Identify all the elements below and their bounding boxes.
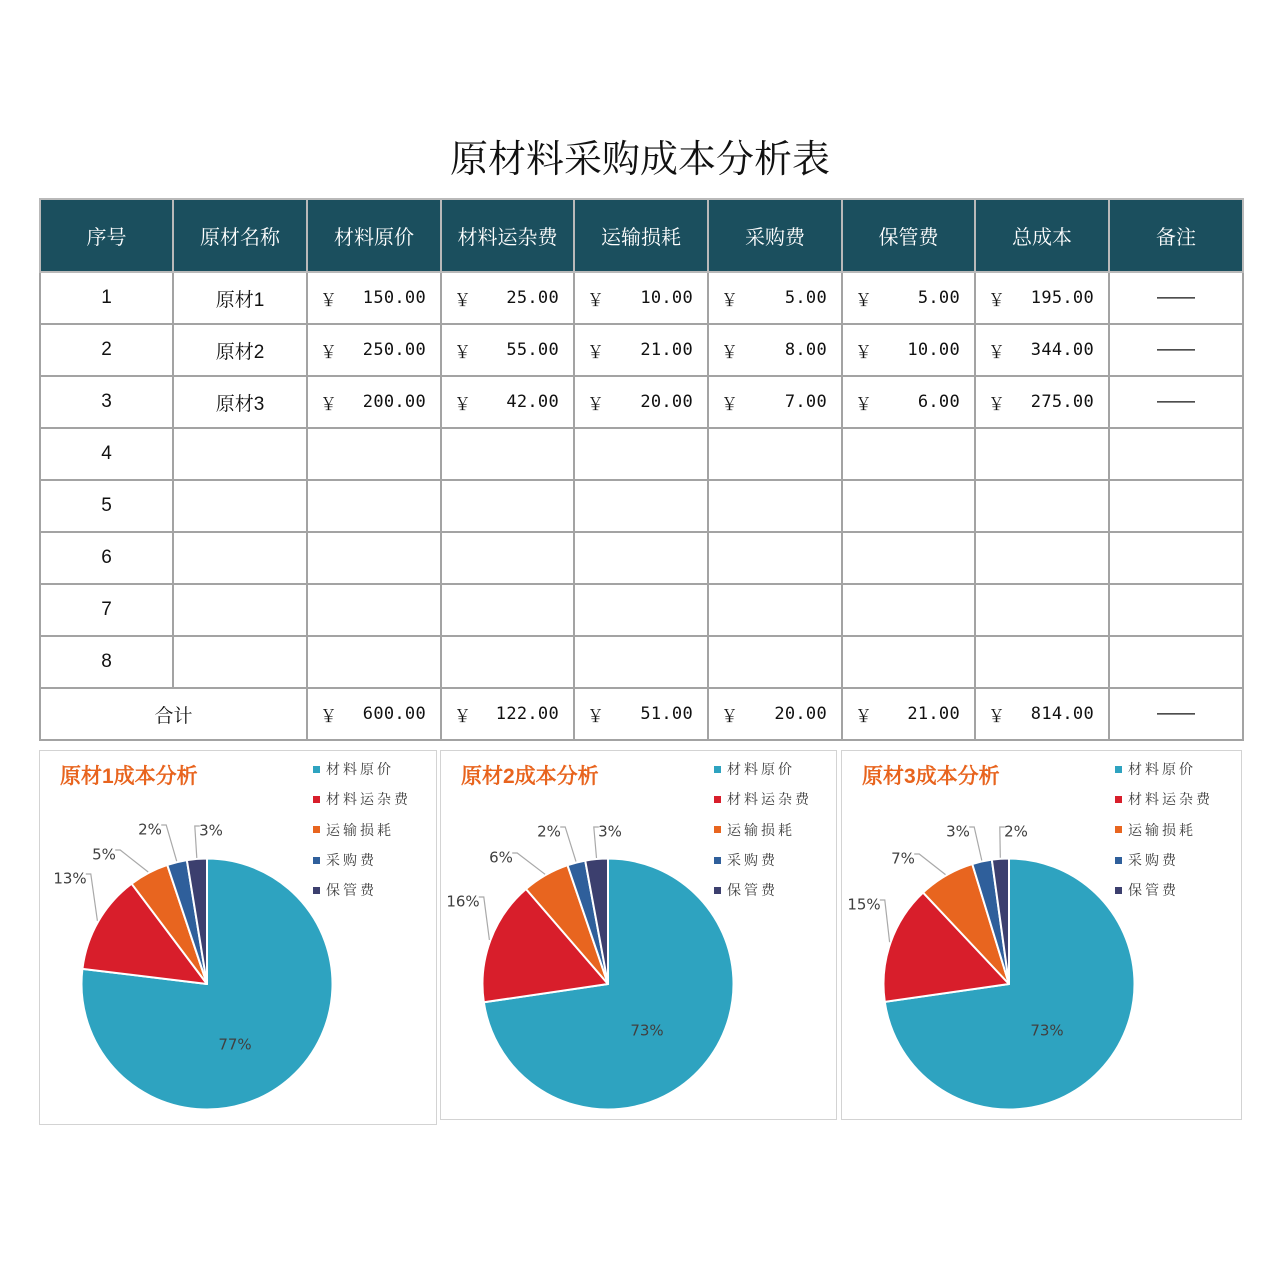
transport-loss-cell[interactable] <box>574 428 708 480</box>
freight-cell[interactable] <box>441 636 574 688</box>
legend-item-base-price <box>1115 754 1213 784</box>
amount <box>575 286 707 311</box>
material-name-cell[interactable] <box>173 428 307 480</box>
index-cell[interactable]: 6 <box>40 532 173 584</box>
amount-value: 275.00 <box>1030 392 1094 412</box>
legend-swatch <box>313 796 320 803</box>
legend-swatch <box>714 766 721 773</box>
purchase-fee-cell[interactable] <box>708 480 842 532</box>
currency-symbol: ￥ <box>320 342 337 363</box>
amount <box>308 338 440 363</box>
total-cost-cell[interactable] <box>975 480 1109 532</box>
currency-symbol: ￥ <box>587 706 604 727</box>
index-cell[interactable]: 7 <box>40 584 173 636</box>
currency-symbol: ￥ <box>320 394 337 415</box>
cost-table <box>39 198 1244 741</box>
transport-loss-cell[interactable] <box>574 636 708 688</box>
purchase-fee-cell[interactable] <box>708 428 842 480</box>
amount-value: 250.00 <box>362 340 426 360</box>
legend-swatch <box>1115 766 1122 773</box>
chart-panel-material-2[interactable] <box>440 750 837 1120</box>
col-header-remark[interactable]: 备注 <box>1109 199 1243 272</box>
currency-symbol: ￥ <box>454 706 471 727</box>
data-label-purchase-fee: 3% <box>946 822 970 841</box>
index-cell[interactable]: 2 <box>40 324 173 376</box>
col-header-freight[interactable]: 材料运杂费 <box>441 199 574 272</box>
amount-value: 122.00 <box>495 704 559 724</box>
remark-cell[interactable] <box>1109 584 1243 636</box>
data-label-purchase-fee: 2% <box>138 820 162 839</box>
col-header-index[interactable]: 序号 <box>40 199 173 272</box>
chart-title: 原材2成本分析 <box>461 765 599 788</box>
legend-swatch <box>1115 857 1122 864</box>
legend-item-base-price <box>714 754 812 784</box>
legend-item-transport-loss <box>1115 815 1213 845</box>
total-cost-cell[interactable] <box>975 532 1109 584</box>
chart-panel-material-3[interactable] <box>841 750 1242 1120</box>
amount-value: 10.00 <box>907 340 960 360</box>
currency-symbol: ￥ <box>855 342 872 363</box>
amount-value: 8.00 <box>784 340 827 360</box>
storage-fee-cell[interactable] <box>842 324 975 376</box>
amount <box>976 702 1108 727</box>
purchase-fee-cell[interactable] <box>708 688 842 740</box>
leader-line <box>880 900 890 942</box>
data-label-transport-loss: 6% <box>489 848 513 867</box>
base-price-cell[interactable] <box>307 324 441 376</box>
amount-value: 5.00 <box>784 288 827 308</box>
base-price-cell[interactable] <box>307 428 441 480</box>
freight-cell[interactable] <box>441 584 574 636</box>
data-label-base-price: 73% <box>1030 1021 1064 1040</box>
legend-label: 材料原价 <box>727 761 795 778</box>
currency-symbol: ￥ <box>454 394 471 415</box>
legend-swatch <box>714 796 721 803</box>
table-row <box>40 480 1243 532</box>
amount <box>843 338 974 363</box>
leader-line <box>86 874 98 921</box>
amount-value: 5.00 <box>917 288 960 308</box>
chart-title: 原材3成本分析 <box>862 765 1000 788</box>
freight-cell[interactable] <box>441 688 574 740</box>
freight-cell[interactable] <box>441 376 574 428</box>
table-row <box>40 428 1243 480</box>
table-row <box>40 636 1243 688</box>
col-header-purchase-fee[interactable]: 采购费 <box>708 199 842 272</box>
index-cell[interactable]: 3 <box>40 376 173 428</box>
legend-label: 材料运杂费 <box>1128 791 1213 808</box>
legend-label: 采购费 <box>1128 852 1179 869</box>
amount-value: 51.00 <box>640 704 693 724</box>
base-price-cell[interactable] <box>307 636 441 688</box>
transport-loss-cell[interactable] <box>574 272 708 324</box>
legend-label: 保管费 <box>326 882 377 899</box>
storage-fee-cell[interactable] <box>842 584 975 636</box>
amount-value: 6.00 <box>917 392 960 412</box>
legend-item-purchase-fee <box>714 845 812 875</box>
amount-value: 42.00 <box>506 392 559 412</box>
total-cost-cell[interactable] <box>975 272 1109 324</box>
freight-cell[interactable] <box>441 480 574 532</box>
amount <box>442 702 573 727</box>
purchase-fee-cell[interactable] <box>708 584 842 636</box>
col-header-storage-fee[interactable]: 保管费 <box>842 199 975 272</box>
currency-symbol: ￥ <box>587 342 604 363</box>
legend-label: 采购费 <box>326 852 377 869</box>
col-header-material-name[interactable]: 原材名称 <box>173 199 307 272</box>
data-label-freight: 13% <box>53 869 87 888</box>
legend-swatch <box>313 887 320 894</box>
legend-item-transport-loss <box>714 815 812 845</box>
amount-value: 10.00 <box>640 288 693 308</box>
material-name-cell[interactable]: 原材3 <box>173 376 307 428</box>
index-cell[interactable]: 5 <box>40 480 173 532</box>
leader-line <box>161 825 177 861</box>
legend-swatch <box>313 826 320 833</box>
amount <box>308 286 440 311</box>
legend-label: 运输损耗 <box>1128 821 1196 838</box>
table-row <box>40 272 1243 324</box>
chart-panel-material-1[interactable] <box>39 750 437 1125</box>
data-label-purchase-fee: 2% <box>537 822 561 841</box>
legend-item-freight <box>313 784 411 814</box>
col-header-total-cost[interactable]: 总成本 <box>975 199 1109 272</box>
legend-item-storage-fee <box>1115 875 1213 905</box>
currency-symbol: ￥ <box>988 706 1005 727</box>
table-row <box>40 584 1243 636</box>
legend-item-purchase-fee <box>1115 845 1213 875</box>
freight-cell[interactable] <box>441 272 574 324</box>
data-label-transport-loss: 7% <box>891 849 915 868</box>
amount-value: 195.00 <box>1030 288 1094 308</box>
remark-cell[interactable] <box>1109 636 1243 688</box>
storage-fee-cell[interactable] <box>842 428 975 480</box>
remark-cell[interactable]: —— <box>1109 688 1243 740</box>
amount <box>976 390 1108 415</box>
table-row <box>40 324 1243 376</box>
purchase-fee-cell[interactable] <box>708 272 842 324</box>
total-row <box>40 688 1243 740</box>
data-label-transport-loss: 5% <box>92 845 116 864</box>
currency-symbol: ￥ <box>721 290 738 311</box>
currency-symbol: ￥ <box>855 290 872 311</box>
data-label-freight: 16% <box>446 892 480 911</box>
transport-loss-cell[interactable] <box>574 584 708 636</box>
legend-label: 采购费 <box>727 852 778 869</box>
amount <box>308 702 440 727</box>
legend-item-purchase-fee <box>313 845 411 875</box>
storage-fee-cell[interactable] <box>842 688 975 740</box>
index-cell[interactable]: 4 <box>40 428 173 480</box>
currency-symbol: ￥ <box>988 290 1005 311</box>
amount <box>709 286 841 311</box>
material-name-cell[interactable]: 原材2 <box>173 324 307 376</box>
material-name-cell[interactable] <box>173 584 307 636</box>
transport-loss-cell[interactable] <box>574 376 708 428</box>
remark-cell[interactable] <box>1109 532 1243 584</box>
amount-value: 200.00 <box>362 392 426 412</box>
amount <box>442 286 573 311</box>
amount-value: 21.00 <box>907 704 960 724</box>
amount <box>575 702 707 727</box>
material-name-cell[interactable]: 原材1 <box>173 272 307 324</box>
legend-swatch <box>313 766 320 773</box>
currency-symbol: ￥ <box>855 394 872 415</box>
legend-item-storage-fee <box>313 875 411 905</box>
currency-symbol: ￥ <box>721 342 738 363</box>
material-name-cell[interactable] <box>173 636 307 688</box>
currency-symbol: ￥ <box>721 394 738 415</box>
amount-value: 814.00 <box>1030 704 1094 724</box>
leader-line <box>914 854 945 875</box>
currency-symbol: ￥ <box>320 706 337 727</box>
table-row <box>40 376 1243 428</box>
currency-symbol: ￥ <box>721 706 738 727</box>
leader-line <box>115 850 148 872</box>
legend-label: 运输损耗 <box>727 821 795 838</box>
base-price-cell[interactable] <box>307 584 441 636</box>
amount <box>709 390 841 415</box>
legend-swatch <box>313 857 320 864</box>
header-row <box>40 199 1243 272</box>
data-label-storage-fee: 3% <box>199 821 223 840</box>
total-cost-cell[interactable] <box>975 636 1109 688</box>
index-cell[interactable]: 8 <box>40 636 173 688</box>
amount <box>709 338 841 363</box>
purchase-fee-cell[interactable] <box>708 532 842 584</box>
leader-line <box>560 827 576 862</box>
legend-label: 保管费 <box>1128 882 1179 899</box>
total-cost-cell[interactable] <box>975 428 1109 480</box>
currency-symbol: ￥ <box>454 290 471 311</box>
total-cost-cell[interactable] <box>975 376 1109 428</box>
currency-symbol: ￥ <box>855 706 872 727</box>
table-row <box>40 532 1243 584</box>
currency-symbol: ￥ <box>988 342 1005 363</box>
amount-value: 25.00 <box>506 288 559 308</box>
amount <box>575 338 707 363</box>
currency-symbol: ￥ <box>587 290 604 311</box>
legend-item-storage-fee <box>714 875 812 905</box>
purchase-fee-cell[interactable] <box>708 636 842 688</box>
amount <box>308 390 440 415</box>
freight-cell[interactable] <box>441 428 574 480</box>
col-header-base-price[interactable]: 材料原价 <box>307 199 441 272</box>
legend-item-base-price <box>313 754 411 784</box>
base-price-cell[interactable] <box>307 688 441 740</box>
chart-legend <box>313 754 411 905</box>
data-label-base-price: 73% <box>630 1021 664 1040</box>
amount <box>442 390 573 415</box>
currency-symbol: ￥ <box>454 342 471 363</box>
transport-loss-cell[interactable] <box>574 688 708 740</box>
legend-label: 保管费 <box>727 882 778 899</box>
purchase-fee-cell[interactable] <box>708 376 842 428</box>
total-cost-cell[interactable] <box>975 324 1109 376</box>
legend-swatch <box>714 826 721 833</box>
legend-label: 运输损耗 <box>326 821 394 838</box>
remark-cell[interactable] <box>1109 480 1243 532</box>
legend-swatch <box>1115 826 1122 833</box>
total-label-cell[interactable]: 合计 <box>40 688 307 740</box>
transport-loss-cell[interactable] <box>574 324 708 376</box>
remark-cell[interactable] <box>1109 428 1243 480</box>
leader-line <box>512 853 545 874</box>
remark-cell[interactable]: —— <box>1109 324 1243 376</box>
currency-symbol: ￥ <box>587 394 604 415</box>
base-price-cell[interactable] <box>307 532 441 584</box>
data-label-storage-fee: 2% <box>1004 822 1028 841</box>
freight-cell[interactable] <box>441 532 574 584</box>
legend-swatch <box>1115 887 1122 894</box>
chart-title: 原材1成本分析 <box>60 765 198 788</box>
base-price-cell[interactable] <box>307 272 441 324</box>
storage-fee-cell[interactable] <box>842 272 975 324</box>
legend-swatch <box>1115 796 1122 803</box>
amount-value: 344.00 <box>1030 340 1094 360</box>
legend-label: 材料运杂费 <box>727 791 812 808</box>
amount-value: 20.00 <box>640 392 693 412</box>
data-label-base-price: 77% <box>218 1035 252 1054</box>
currency-symbol: ￥ <box>320 290 337 311</box>
total-cost-cell[interactable] <box>975 688 1109 740</box>
legend-item-freight <box>1115 784 1213 814</box>
legend-swatch <box>714 887 721 894</box>
legend-item-transport-loss <box>313 815 411 845</box>
amount <box>442 338 573 363</box>
index-cell[interactable]: 1 <box>40 272 173 324</box>
amount-value: 21.00 <box>640 340 693 360</box>
legend-item-freight <box>714 784 812 814</box>
base-price-cell[interactable] <box>307 376 441 428</box>
base-price-cell[interactable] <box>307 480 441 532</box>
amount <box>575 390 707 415</box>
amount <box>843 702 974 727</box>
page-title: 原材料采购成本分析表 <box>449 139 830 181</box>
amount <box>709 702 841 727</box>
amount <box>976 338 1108 363</box>
material-name-cell[interactable] <box>173 480 307 532</box>
storage-fee-cell[interactable] <box>842 376 975 428</box>
leader-line <box>969 827 982 861</box>
amount-value: 20.00 <box>774 704 827 724</box>
amount <box>843 390 974 415</box>
amount-value: 150.00 <box>362 288 426 308</box>
amount <box>976 286 1108 311</box>
storage-fee-cell[interactable] <box>842 636 975 688</box>
legend-swatch <box>714 857 721 864</box>
currency-symbol: ￥ <box>988 394 1005 415</box>
chart-legend <box>1115 754 1213 905</box>
storage-fee-cell[interactable] <box>842 480 975 532</box>
amount <box>843 286 974 311</box>
amount-value: 7.00 <box>784 392 827 412</box>
legend-label: 材料运杂费 <box>326 791 411 808</box>
freight-cell[interactable] <box>441 324 574 376</box>
data-label-freight: 15% <box>847 895 881 914</box>
remark-cell[interactable]: —— <box>1109 376 1243 428</box>
col-header-transport-loss[interactable]: 运输损耗 <box>574 199 708 272</box>
material-name-cell[interactable] <box>173 532 307 584</box>
purchase-fee-cell[interactable] <box>708 324 842 376</box>
remark-cell[interactable]: —— <box>1109 272 1243 324</box>
legend-label: 材料原价 <box>326 761 394 778</box>
amount-value: 55.00 <box>506 340 559 360</box>
total-cost-cell[interactable] <box>975 584 1109 636</box>
chart-legend <box>714 754 812 905</box>
amount-value: 600.00 <box>362 704 426 724</box>
legend-label: 材料原价 <box>1128 761 1196 778</box>
leader-line <box>479 897 490 940</box>
data-label-storage-fee: 3% <box>598 822 622 841</box>
storage-fee-cell[interactable] <box>842 532 975 584</box>
transport-loss-cell[interactable] <box>574 532 708 584</box>
transport-loss-cell[interactable] <box>574 480 708 532</box>
